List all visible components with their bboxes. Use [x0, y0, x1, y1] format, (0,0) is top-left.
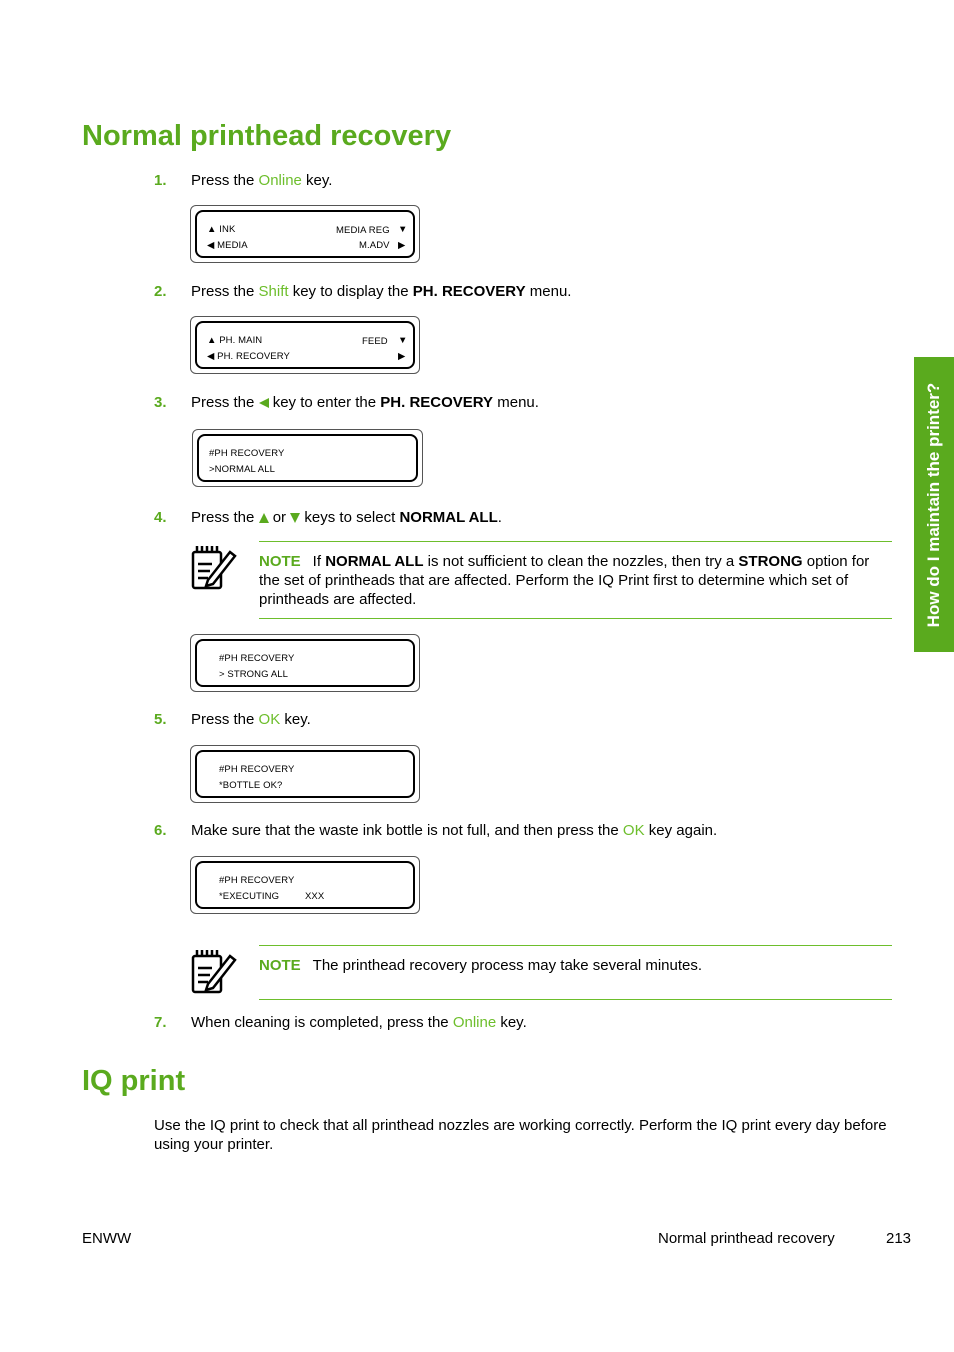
down-arrow-icon: ▼ [398, 335, 408, 346]
page-number: 213 [886, 1230, 912, 1247]
right-arrow-icon: ▶ [398, 351, 406, 362]
lcd-line: ▲ PH. MAIN [207, 335, 263, 346]
lcd-display-2 [190, 316, 420, 374]
lcd-line: #PH RECOVERY [219, 875, 295, 886]
lcd-display-6 [190, 856, 420, 914]
lcd-line: *EXECUTING [219, 891, 280, 902]
iq-print-paragraph: Use the IQ print to check that all printhead nozzles are working correctly. Perform the IQ print every day before using your printer. [154, 1117, 887, 1153]
down-arrow-key-icon [290, 513, 300, 523]
lcd-line: >NORMAL ALL [209, 464, 275, 475]
step-number: 5. [154, 711, 167, 728]
lcd-line: ▲ INK [207, 224, 236, 235]
lcd-line: #PH RECOVERY [219, 653, 295, 664]
step-5-text: Press the OK key. [191, 711, 311, 728]
footer-section-title: Normal printhead recovery [658, 1230, 835, 1247]
lcd-line: ◀ MEDIA [207, 240, 248, 251]
shift-key-ref: Shift [258, 283, 289, 300]
step-number: 7. [154, 1014, 167, 1031]
step-number: 1. [154, 172, 167, 189]
lcd-line: #PH RECOVERY [219, 764, 295, 775]
step-7-text: When cleaning is completed, press the Online key. [191, 1014, 527, 1031]
ok-key-ref: OK [622, 822, 645, 839]
lcd-line: XXX [305, 891, 325, 902]
online-key-ref: Online [452, 1014, 497, 1031]
lcd-line: #PH RECOVERY [209, 448, 285, 459]
lcd-display-5 [190, 745, 420, 803]
down-arrow-icon: ▼ [398, 224, 408, 235]
note-2-text: NOTE The printhead recovery process may take several minutes. [259, 957, 703, 974]
step-number: 4. [154, 509, 167, 526]
lcd-line: > STRONG ALL [219, 669, 289, 680]
up-arrow-key-icon [259, 513, 269, 523]
lcd-display-3 [192, 429, 423, 487]
note-pad-icon [190, 544, 238, 592]
lcd-line: M.ADV [359, 240, 390, 251]
section-heading-normal-printhead-recovery: Normal printhead recovery [82, 120, 452, 152]
step-6-text: Make sure that the waste ink bottle is not full, and then press the OK key again. [191, 822, 718, 839]
section-heading-iq-print: IQ print [82, 1065, 186, 1097]
left-arrow-key-icon [259, 398, 269, 408]
note-1-text: NOTE If NORMAL ALL is not sufficient to clean the nozzles, then try a STRONG option for the set of printheads that are affected. Perform the IQ Print first to determine which set of printheads are affected. [259, 553, 870, 608]
lcd-display-4 [190, 634, 420, 692]
step-4-text: Press the or keys to select NORMAL ALL. [191, 509, 502, 526]
online-key-ref: Online [258, 172, 302, 189]
lcd-line: MEDIA REG [336, 225, 390, 236]
chapter-side-tab-label: How do I maintain the printer? [924, 382, 943, 627]
step-number: 6. [154, 822, 167, 839]
lcd-display-1 [190, 205, 420, 263]
chapter-side-tab [914, 357, 954, 652]
step-2-text: Press the Shift key to display the PH. RECOVERY menu. [191, 283, 572, 300]
note-box-2 [259, 945, 892, 1000]
note-label: NOTE [259, 957, 301, 974]
lcd-line: FEED [362, 336, 388, 347]
note-box-1 [259, 541, 892, 619]
note-pad-icon [190, 948, 238, 996]
lcd-line: ◀ PH. RECOVERY [207, 351, 290, 362]
step-3-text: Press the key to enter the PH. RECOVERY menu. [191, 394, 539, 411]
ok-key-ref: OK [258, 711, 281, 728]
right-arrow-icon: ▶ [398, 240, 406, 251]
step-number: 3. [154, 394, 167, 411]
footer-left: ENWW [82, 1230, 132, 1247]
step-1-text: Press the Online key. [191, 172, 333, 189]
lcd-line: *BOTTLE OK? [219, 780, 283, 791]
step-number: 2. [154, 283, 167, 300]
note-label: NOTE [259, 553, 301, 570]
